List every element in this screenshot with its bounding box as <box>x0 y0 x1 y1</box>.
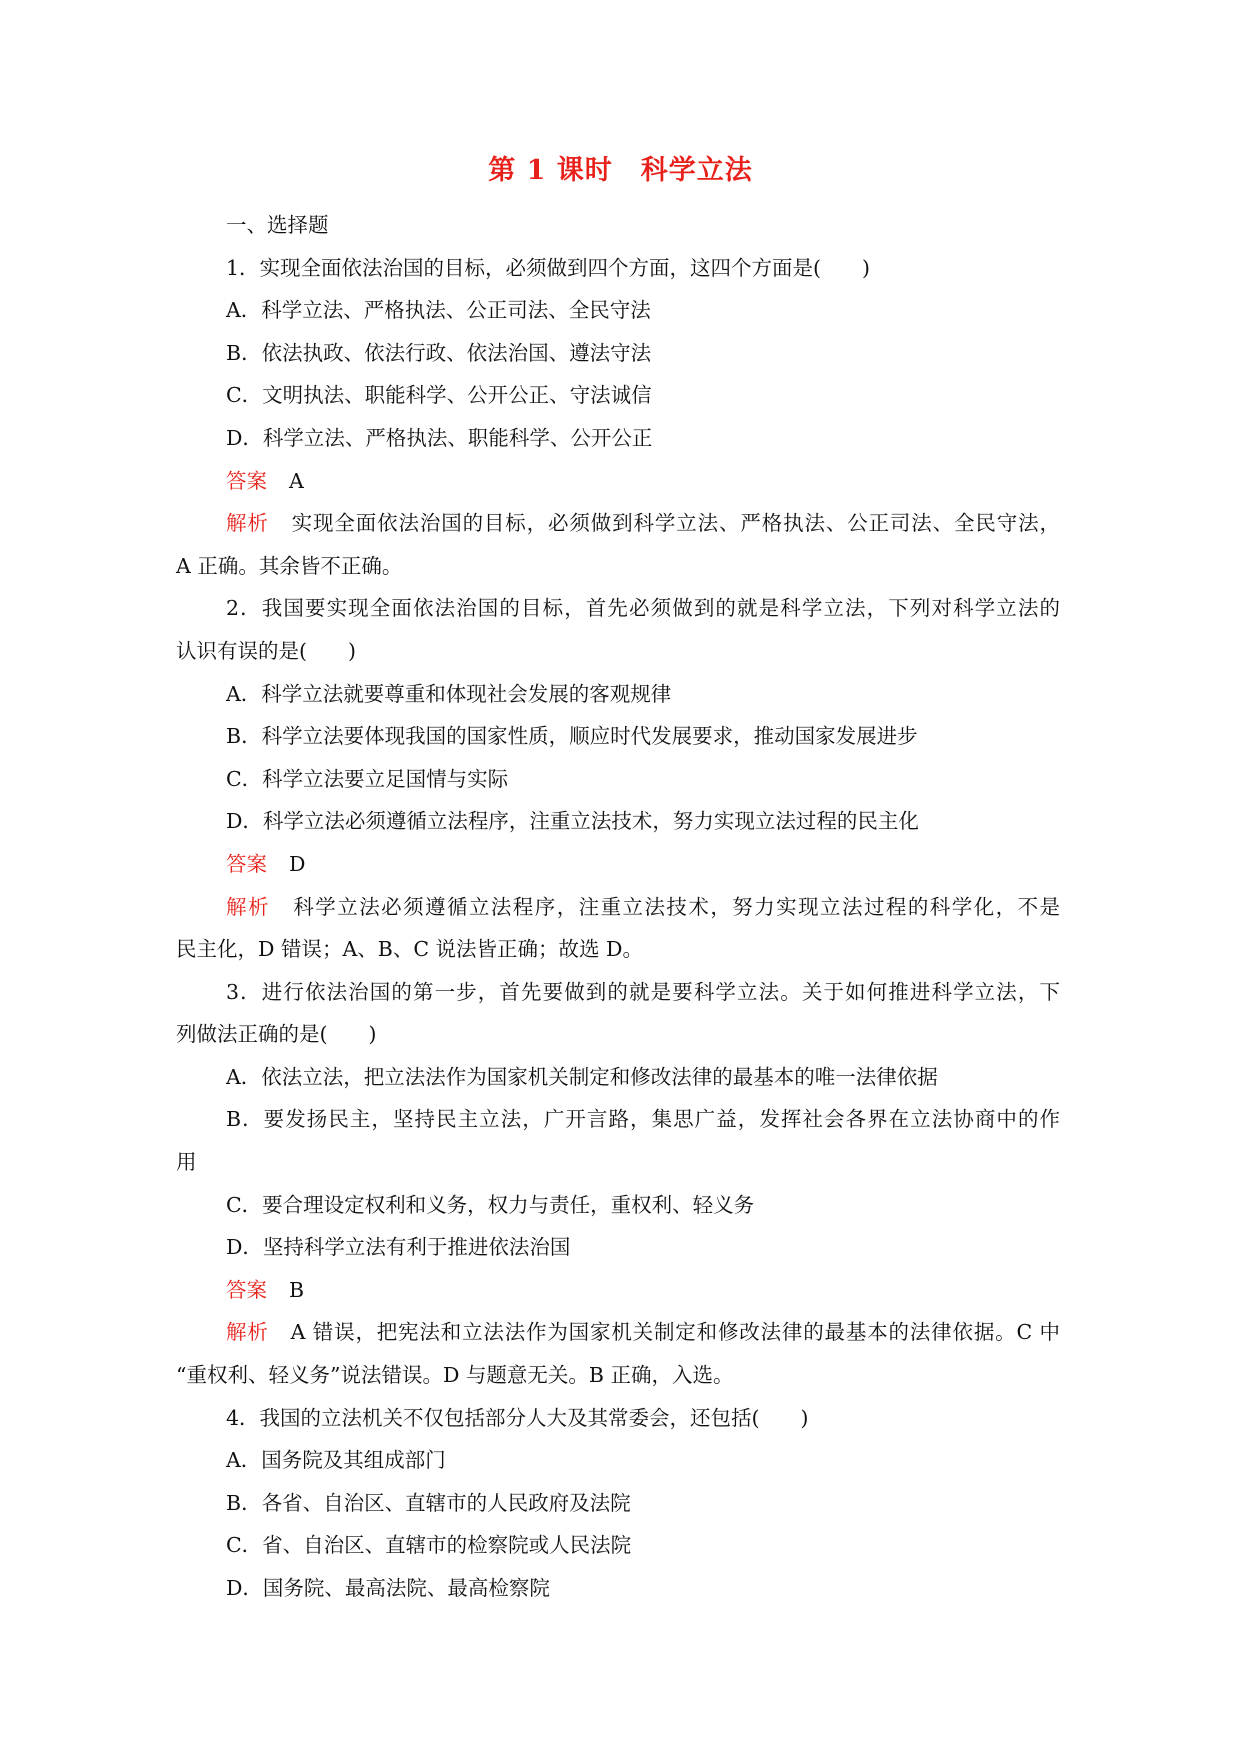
analysis-line <box>176 886 1060 929</box>
answer-label: 答案 <box>226 468 267 493</box>
question-stem: 4．我国的立法机关不仅包括部分人大及其常委会，还包括( ) <box>226 1405 809 1430</box>
analysis-label: 解析 <box>226 1320 269 1345</box>
option-a: A．国务院及其组成部门 <box>226 1448 446 1473</box>
option-c: C．文明执法、职能科学、公开公正、守法诚信 <box>226 383 652 408</box>
option-b: B．各省、自治区、直辖市的人民政府及法院 <box>226 1490 631 1515</box>
answer-label: 答案 <box>226 1277 267 1302</box>
option-b: B．科学立法要体现我国的国家性质，顺应时代发展要求，推动国家发展进步 <box>226 724 918 749</box>
answer-line <box>176 1269 1060 1312</box>
option-a: A．依法立法，把立法法作为国家机关制定和修改法律的最基本的唯一法律依据 <box>226 1064 938 1089</box>
option-d: D．科学立法、严格执法、职能科学、公开公正 <box>226 425 653 450</box>
option-d: D．国务院、最高法院、最高检察院 <box>226 1576 550 1600</box>
answer-line <box>176 843 1060 886</box>
question-stem: 1．实现全面依法治国的目标，必须做到四个方面，这四个方面是( ) <box>226 255 871 280</box>
answer-value: D <box>289 851 306 876</box>
question-stem: 3．进行依法治国的第一步，首先要做到的就是要科学立法。关于如何推进科学立法，下 <box>226 979 1060 1004</box>
option-b-continued: 用 <box>176 1150 197 1175</box>
option-b: B．要发扬民主，坚持民主立法，广开言路，集思广益，发挥社会各界在立法协商中的作 <box>226 1107 1060 1132</box>
question-stem: 列做法正确的是( ) <box>176 1022 377 1047</box>
analysis-label: 解析 <box>226 511 269 536</box>
analysis-text: 科学立法必须遵循立法程序，注重立法技术，努力实现立法过程的科学化，不是 <box>291 894 1061 919</box>
option-a: A．科学立法就要尊重和体现社会发展的客观规律 <box>226 681 672 706</box>
analysis-text: A 错误，把宪法和立法法作为国家机关制定和修改法律的最基本的法律依据。C 中 <box>290 1320 1060 1345</box>
answer-line <box>176 460 1060 503</box>
option-d: D．坚持科学立法有利于推进依法治国 <box>226 1235 571 1260</box>
answer-label: 答案 <box>226 851 267 876</box>
question-stem: 认识有误的是( ) <box>176 638 356 663</box>
analysis-text: 实现全面依法治国的目标，必须做到科学立法、严格执法、公正司法、全民守法， <box>290 511 1061 536</box>
analysis-line: 民主化，D 错误；A、B、C 说法皆正确；故选 D。 <box>176 937 643 962</box>
option-c: C．科学立法要立足国情与实际 <box>226 766 509 791</box>
analysis-label: 解析 <box>226 894 270 919</box>
analysis-line <box>176 502 1060 545</box>
answer-value: A <box>289 468 304 493</box>
analysis-line: “重权利、轻义务”说法错误。D 与题意无关。B 正确，入选。 <box>176 1363 734 1388</box>
question-list <box>176 204 1060 1610</box>
question-stem: 2．我国要实现全面依法治国的目标，首先必须做到的就是科学立法，下列对科学立法的 <box>226 596 1060 621</box>
option-c: C．省、自治区、直辖市的检察院或人民法院 <box>226 1533 632 1558</box>
option-c: C．要合理设定权利和义务，权力与责任，重权利、轻义务 <box>226 1192 755 1217</box>
option-d: D．科学立法必须遵循立法程序，注重立法技术，努力实现立法过程的民主化 <box>226 809 919 834</box>
page-title: 第 1 课时 科学立法 <box>488 155 753 186</box>
analysis-line: A 正确。其余皆不正确。 <box>176 553 403 578</box>
option-a: A．科学立法、严格执法、公正司法、全民守法 <box>226 298 651 323</box>
section-heading: 一、选择题 <box>226 213 329 237</box>
answer-value: B <box>289 1277 305 1302</box>
option-b: B．依法执政、依法行政、依法治国、遵法守法 <box>226 340 652 365</box>
analysis-line <box>176 1311 1060 1354</box>
